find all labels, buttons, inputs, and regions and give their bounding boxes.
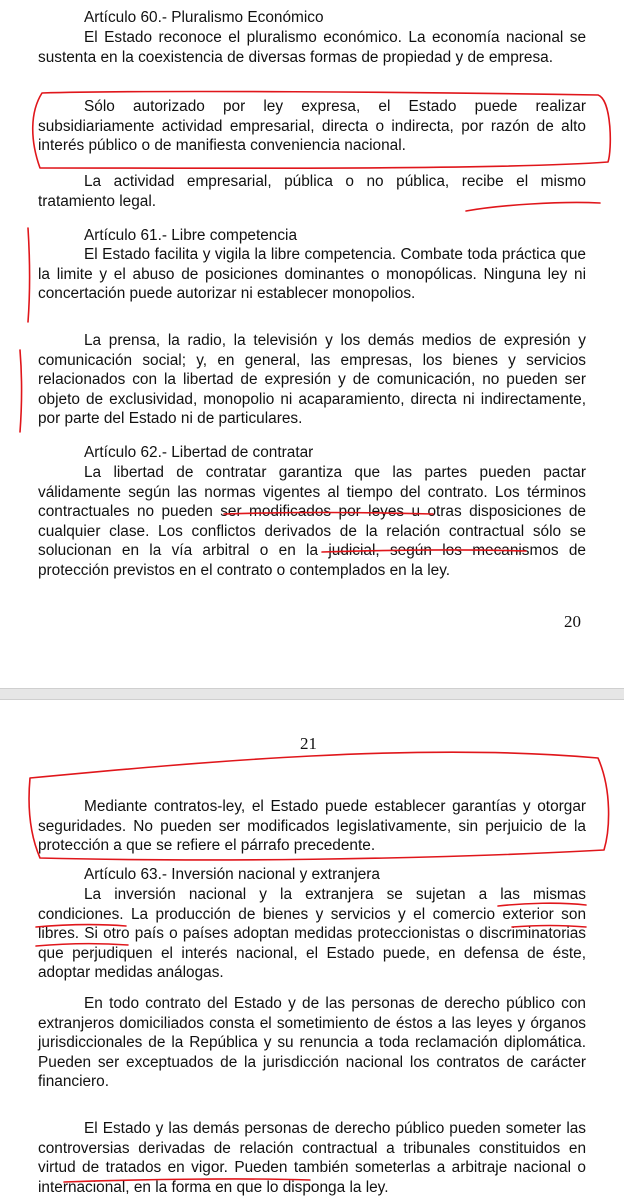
page-number: 20 <box>564 612 581 631</box>
article-63-paragraph-2: En todo contrato del Estado y de las personas de derecho público con extranjeros domiciliados consta el sometimiento de éstos a las leyes y órganos jurisdiccionales de la República y su renuncia a toda reclamación diplomática. Pueden ser exceptuados de la jurisdicción nacional los contratos de carácter financiero. <box>38 995 586 1091</box>
page-number: 21 <box>300 734 317 753</box>
article-63-paragraph-1: La inversión nacional y la extranjera se sujetan a las mismas condiciones. La producción de bienes y servicios y el comercio exterior son libres. Si otro país o países adoptan medidas proteccionistas o discriminatorias que perjudiquen el interés nacional, el Estado puede, en defensa de éste, adoptar medidas análogas. <box>38 886 586 982</box>
article-62-continuation: Mediante contratos-ley, el Estado puede establecer garantías y otorgar seguridades. No pueden ser modificados legislativamente, sin perjuicio de la protección a que se refiere el párrafo precedente. <box>38 798 586 855</box>
page-separator <box>0 688 624 700</box>
article-61-paragraph-2: La prensa, la radio, la televisión y los demás medios de expresión y comunicación social; y, en general, las empresas, los bienes y servicios relacionados con la libertad de expresión y de comunicación, no pueden ser objeto de exclusividad, monopolio ni acaparamiento, directa ni indirectamente, por parte del Estado ni de particulares. <box>38 332 586 428</box>
article-61-paragraph-1: El Estado facilita y vigila la libre competencia. Combate toda práctica que la limite y el abuso de posiciones dominantes o monopólicas. Ninguna ley ni concertación puede autorizar ni establecer monopolios. <box>38 246 586 303</box>
article-62-heading: Artículo 62.- Libertad de contratar <box>84 444 314 461</box>
article-62-paragraph-1: La libertad de contratar garantiza que las partes pueden pactar válidamente según las normas vigentes al tiempo del contrato. Los términos contractuales no pueden ser modificados por leyes u otras disposiciones de cualquier clase. Los conflictos derivados de la relación contractual sólo se solucionan en la vía arbitral o en la judicial, según los mecanismos de protección previstos en el contrato o contemplados en la ley. <box>38 464 586 579</box>
article-60-paragraph-3: La actividad empresarial, pública o no pública, recibe el mismo tratamiento legal. <box>38 173 586 210</box>
article-63-heading: Artículo 63.- Inversión nacional y extranjera <box>84 866 380 883</box>
article-60-paragraph-1: El Estado reconoce el pluralismo económico. La economía nacional se sustenta en la coexistencia de diversas formas de propiedad y de empresa. <box>38 29 586 66</box>
article-60-heading: Artículo 60.- Pluralismo Económico <box>84 9 324 26</box>
article-61-heading: Artículo 61.- Libre competencia <box>84 227 298 244</box>
article-60-paragraph-2: Sólo autorizado por ley expresa, el Estado puede realizar subsidiariamente actividad empresarial, directa o indirecta, por razón de alto interés público o de manifiesta conveniencia nacional. <box>38 98 586 155</box>
document-page-21 <box>0 700 624 1200</box>
article-63-paragraph-3: El Estado y las demás personas de derecho público pueden someter las controversias derivadas de relación contractual a tribunales constituidos en virtud de tratados en vigor. Pueden también someterlas a arbitraje nacional o internacional, en la forma en que lo disponga la ley. <box>38 1120 586 1196</box>
